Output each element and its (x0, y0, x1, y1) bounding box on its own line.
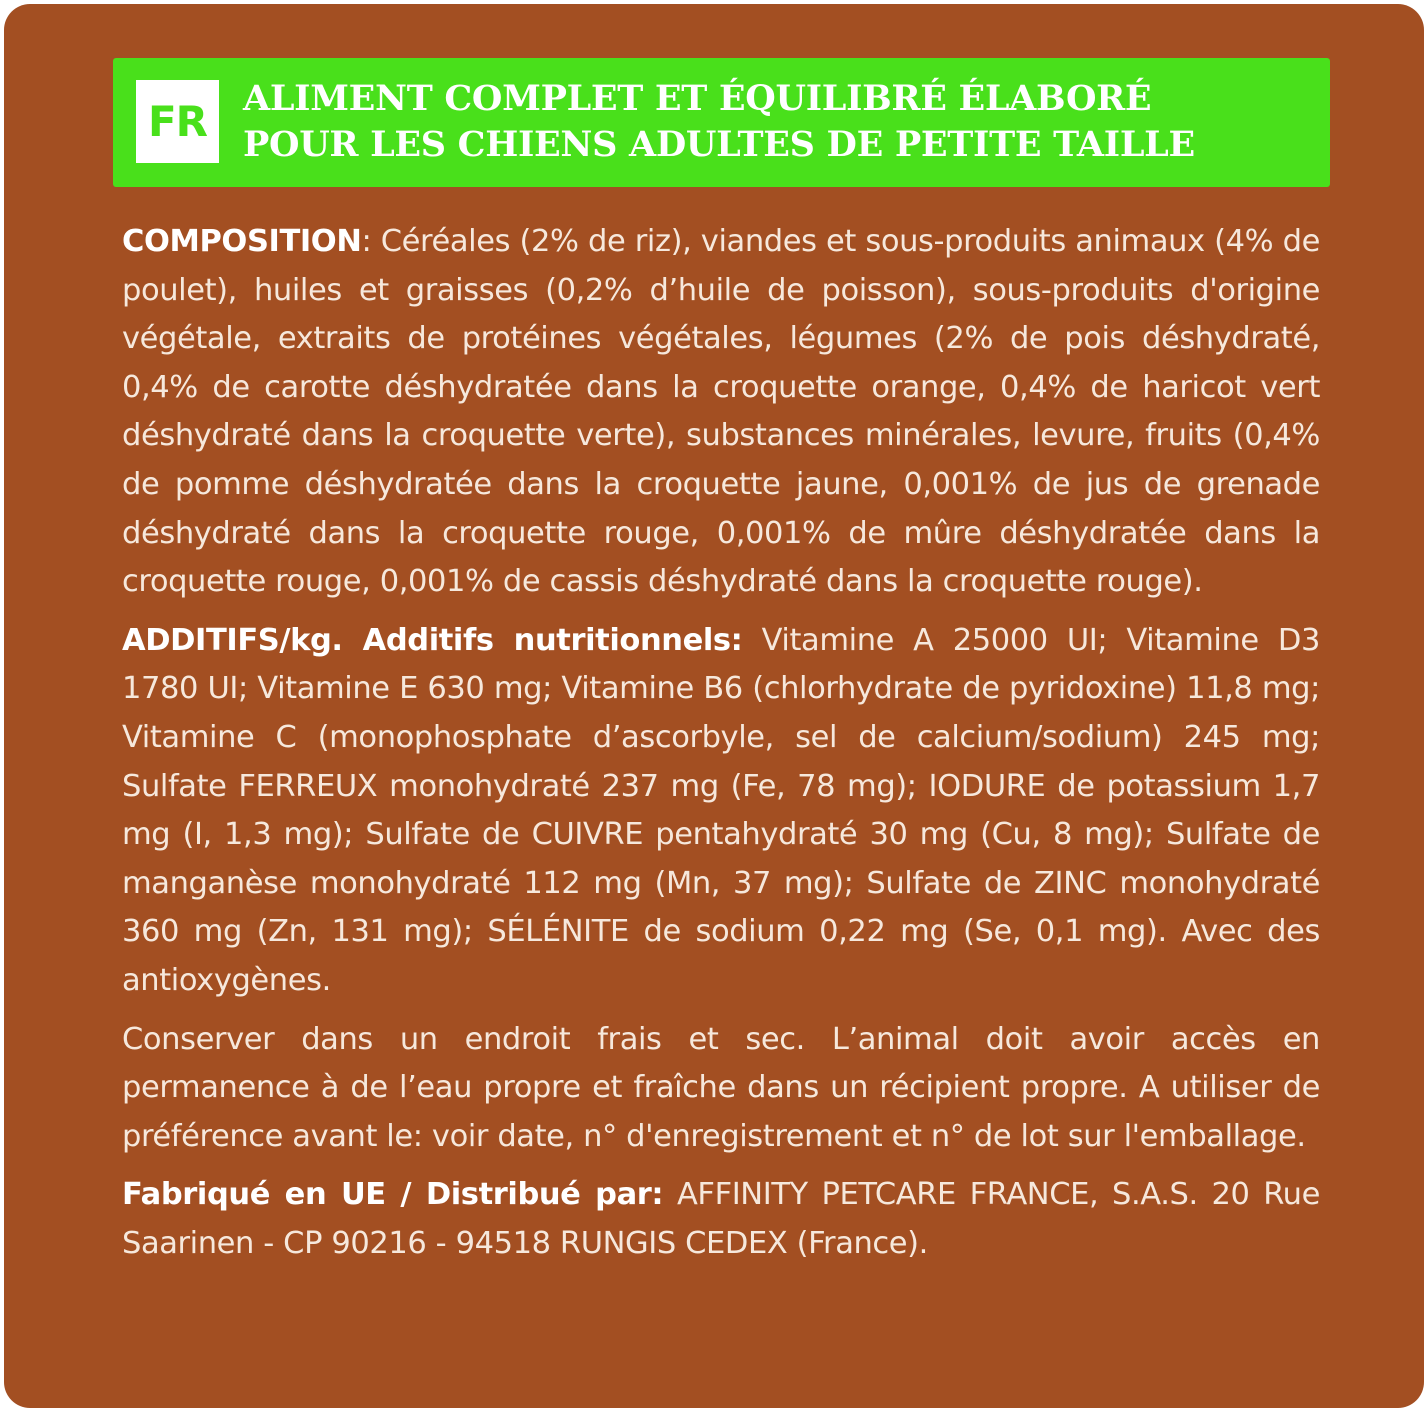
composition-paragraph (122, 218, 1320, 607)
product-description-line1: ALIMENT COMPLET ET ÉQUILIBRÉ ÉLABORÉ (243, 78, 1152, 119)
storage-paragraph (122, 1016, 1320, 1162)
composition-label: COMPOSITION (122, 224, 362, 259)
additives-text: Vitamine A 25000 UI; Vitamine D3 1780 UI; Vitamine E 630 mg; Vitamine B6 (chlorhydrate de pyridoxine) 11,8 mg; Vitamine C (monophosphate d’ascorbyle, sel de calcium/sodium) 245 mg; Sulfate FERREUX monohydraté 237 mg (Fe, 78 mg); IODURE de potassium 1,7 mg (I, 1,3 mg); Sulfate de CUIVRE pentahydraté 30 mg (Cu, 8 mg); Sulfate de manganèse monohydraté 112 mg (Mn, 37 mg); Sulfate de ZINC monohydraté 360 mg (Zn, 131 mg); SÉLÉNITE de sodium 0,22 mg (Se, 0,1 mg). Avec des antioxygènes. (122, 622, 1320, 998)
manufacturer-label: Fabriqué en UE / Distribué par: (122, 1177, 664, 1213)
product-description-line2: POUR LES CHIENS ADULTES DE PETITE TAILLE (243, 124, 1195, 165)
storage-text: Conserver dans un endroit frais et sec. L’animal doit avoir accès en permanence à de l’eau propre et fraîche dans un récipient propre. A utiliser de préférence avant le: voir date, n° d'enregistrement et n° de lot sur l'emballage. (122, 1021, 1320, 1154)
additives-label: ADDITIFS/kg. Additifs nutritionnels: (122, 622, 743, 658)
language-code: FR (147, 97, 208, 146)
additives-paragraph (122, 617, 1320, 1006)
title-banner (113, 58, 1330, 187)
label-panel (4, 4, 1424, 1408)
label-text (122, 218, 1320, 1278)
manufacturer-text: AFFINITY PETCARE FRANCE, S.A.S. 20 Rue Saarinen - CP 90216 - 94518 RUNGIS CEDEX (France). (122, 1177, 1320, 1261)
language-badge (136, 80, 219, 163)
product-description (243, 76, 1323, 168)
manufacturer-paragraph (122, 1171, 1320, 1268)
composition-text: : Céréales (2% de riz), viandes et sous-produits animaux (4% de poulet), huiles et graisses (0,2% d’huile de poisson), sous-produits d'origine végétale, extraits de protéines végétales, légumes (2% de pois déshydraté, 0,4% de carotte déshydratée dans la croquette orange, 0,4% de haricot vert déshydraté dans la croquette verte), substances minérales, levure, fruits (0,4% de pomme déshydratée dans la croquette jaune, 0,001% de jus de grenade déshydraté dans la croquette rouge, 0,001% de mûre déshydratée dans la croquette rouge, 0,001% de cassis déshydraté dans la croquette rouge). (122, 224, 1320, 600)
